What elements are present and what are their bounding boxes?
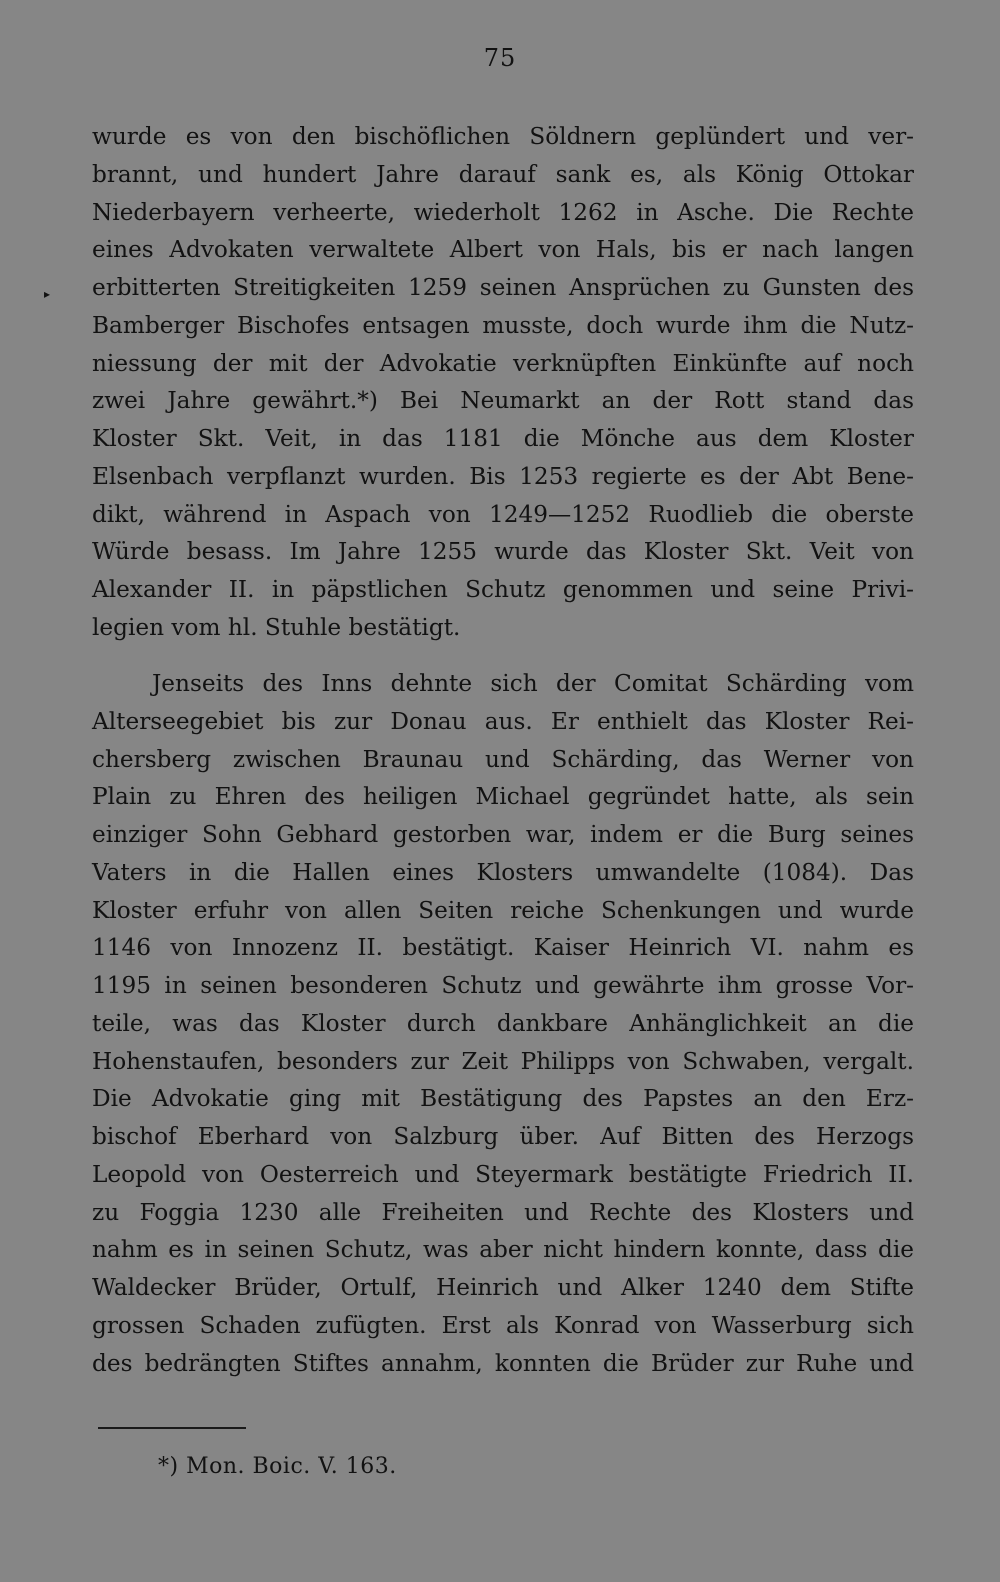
- text-line: teile, was das Kloster durch dankbare Anhänglichkeit an die: [92, 1009, 914, 1037]
- margin-mark: ▸: [44, 287, 51, 301]
- text-line: Alterseegebiet bis zur Donau aus. Er enthielt das Kloster Rei-: [92, 707, 914, 735]
- text-line: Plain zu Ehren des heiligen Michael gegründet hatte, als sein: [92, 783, 914, 811]
- text-line: grossen Schaden zufügten. Erst als Konrad von Wasserburg sich: [92, 1311, 914, 1339]
- text-line: Elsenbach verpflanzt wurden. Bis 1253 regierte es der Abt Bene-: [92, 462, 914, 490]
- text-line: Kloster erfuhr von allen Seiten reiche Schenkungen und wurde: [92, 896, 914, 924]
- text-line: brannt, und hundert Jahre darauf sank es, als König Ottokar: [92, 160, 914, 188]
- footnote-divider: [98, 1427, 246, 1429]
- text-line: chersberg zwischen Braunau und Schärding, das Werner von: [92, 745, 914, 773]
- text-line: Waldecker Brüder, Ortulf, Heinrich und Alker 1240 dem Stifte: [92, 1274, 914, 1301]
- page-number: 75: [483, 44, 517, 72]
- text-line: zwei Jahre gewährt.*) Bei Neumarkt an der Rott stand das: [92, 387, 914, 415]
- paragraph-2: [92, 665, 914, 1382]
- text-line: bischof Eberhard von Salzburg über. Auf Bitten des Herzogs: [92, 1123, 914, 1150]
- text-line: wurde es von den bischöflichen Söldnern geplündert und ver-: [92, 123, 914, 150]
- text-line: erbitterten Streitigkeiten 1259 seinen Ansprüchen zu Gunsten des: [92, 274, 914, 301]
- text-line: Alexander II. in päpstlichen Schutz genommen und seine Privi-: [92, 576, 914, 603]
- text-line: des bedrängten Stiftes annahm, konnten die Brüder zur Ruhe und: [92, 1349, 914, 1377]
- text-line: Jenseits des Inns dehnte sich der Comitat Schärding vom: [152, 670, 914, 697]
- text-line: zu Foggia 1230 alle Freiheiten und Rechte des Klosters und: [92, 1198, 914, 1226]
- text-line: nahm es in seinen Schutz, was aber nicht hindern konnte, dass die: [92, 1236, 914, 1264]
- text-line: Hohenstaufen, besonders zur Zeit Philipps von Schwaben, vergalt.: [92, 1047, 914, 1075]
- text-line: 1195 in seinen besonderen Schutz und gewährte ihm grosse Vor-: [92, 972, 914, 999]
- text-line: 1146 von Innozenz II. bestätigt. Kaiser Heinrich VI. nahm es: [92, 934, 914, 962]
- footnote: *) Mon. Boic. V. 163.: [158, 1454, 397, 1479]
- text-line: Leopold von Oesterreich und Steyermark bestätigte Friedrich II.: [92, 1160, 914, 1188]
- text-line: Würde besass. Im Jahre 1255 wurde das Kloster Skt. Veit von: [92, 538, 914, 566]
- paragraph-1: [92, 118, 914, 647]
- text-line: Kloster Skt. Veit, in das 1181 die Mönche aus dem Kloster: [92, 425, 914, 452]
- text-line: legien vom hl. Stuhle bestätigt.: [92, 613, 461, 641]
- text-line: Die Advokatie ging mit Bestätigung des Papstes an den Erz-: [92, 1085, 914, 1113]
- text-line: niessung der mit der Advokatie verknüpften Einkünfte auf noch: [92, 349, 914, 377]
- text-line: eines Advokaten verwaltete Albert von Hals, bis er nach langen: [92, 236, 914, 264]
- text-line: Bamberger Bischofes entsagen musste, doch wurde ihm die Nutz-: [92, 311, 914, 339]
- text-line: Niederbayern verheerte, wiederholt 1262 in Asche. Die Rechte: [92, 198, 914, 226]
- text-line: Vaters in die Hallen eines Klosters umwandelte (1084). Das: [92, 858, 914, 886]
- text-line: einziger Sohn Gebhard gestorben war, indem er die Burg seines: [92, 821, 914, 848]
- text-line: dikt, während in Aspach von 1249—1252 Ruodlieb die oberste: [92, 500, 914, 528]
